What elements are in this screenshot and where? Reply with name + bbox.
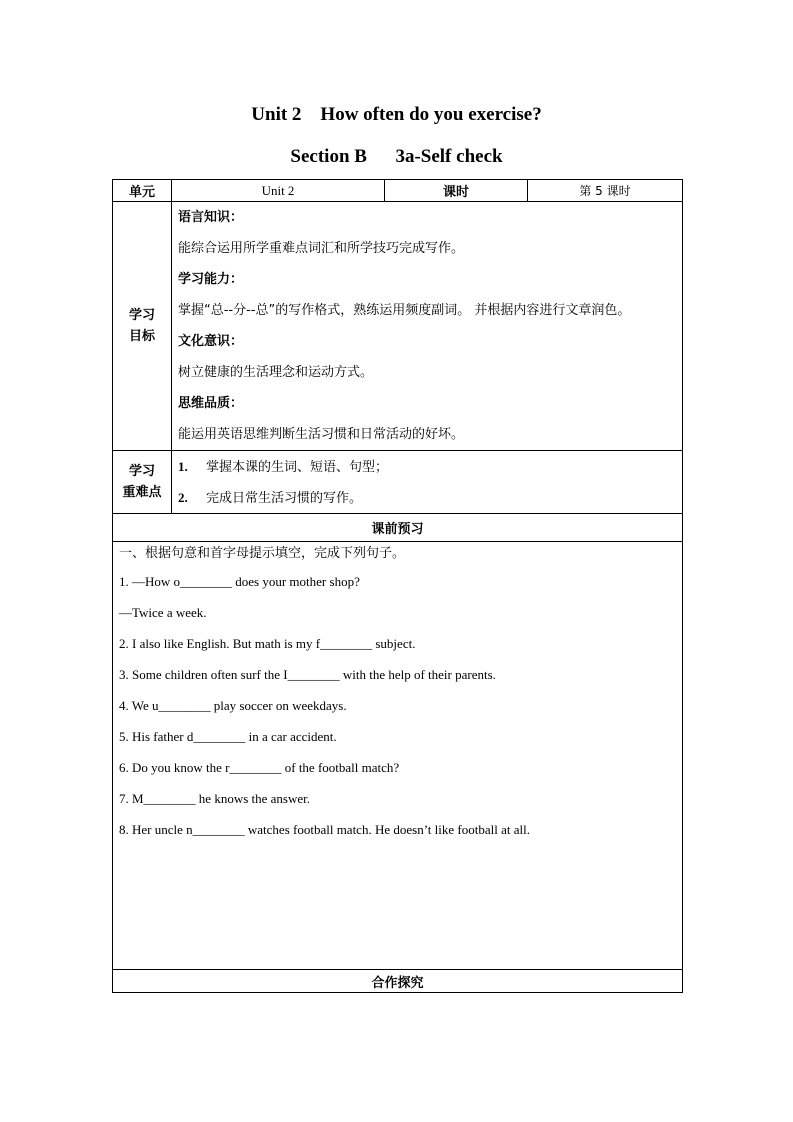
key-point-number: 2.	[178, 490, 188, 505]
preview-title-row	[113, 514, 683, 542]
exercise-line: 7. M________ he knows the answer.	[119, 791, 311, 806]
preview-exercise	[113, 542, 683, 970]
exercise-line: 8. Her uncle n________ watches football match. He doesn’t like football at all.	[119, 822, 530, 837]
goal-heading-culture: 文化意识：	[178, 334, 244, 349]
key-points-row	[113, 451, 683, 514]
exercise-line: 5. His father d________ in a car accident.	[119, 729, 337, 744]
exercise-line: 1. —How o________ does your mother shop?	[119, 574, 360, 589]
exercise-instruction: 一、根据句意和首字母提示填空，完成下列句子。	[119, 546, 406, 561]
goals-label	[113, 202, 172, 451]
preview-body-row	[113, 542, 683, 970]
unit-label: 单元	[113, 180, 172, 202]
goal-heading-thinking: 思维品质：	[178, 396, 244, 411]
key-point-number: 1.	[178, 459, 188, 474]
unit-value: Unit 2	[172, 180, 385, 202]
preview-section-title: 课前预习	[113, 514, 683, 542]
goal-heading-ability: 学习能力：	[178, 272, 244, 287]
exercise-line: 6. Do you know the r________ of the football match?	[119, 760, 400, 775]
key-points-label-line1: 学习	[128, 464, 155, 479]
page-title: Unit 2 How often do you exercise?	[251, 104, 542, 125]
page-subtitle: Section B 3a-Self check	[290, 146, 503, 167]
exercise-line: 3. Some children often surf the I________ with the help of their parents.	[119, 667, 496, 682]
goal-text-language: 能综合运用所学重难点词汇和所学技巧完成写作。	[178, 241, 465, 256]
goals-label-line1: 学习	[128, 308, 155, 323]
goals-label-line2: 目标	[128, 329, 155, 344]
key-point-text: 掌握本课的生词、短语、句型；	[206, 460, 389, 475]
key-point-item	[172, 451, 682, 482]
exercise-line: 4. We u________ play soccer on weekdays.	[119, 698, 347, 713]
lesson-plan-table	[112, 179, 683, 993]
cooperation-title-row	[113, 970, 683, 993]
goal-text-culture: 树立健康的生活理念和运动方式。	[178, 365, 374, 380]
key-points-label	[113, 451, 172, 514]
cooperation-section-title: 合作探究	[113, 970, 683, 993]
exercise-line: 2. I also like English. But math is my f________ subject.	[119, 636, 416, 651]
goal-text-thinking: 能运用英语思维判断生活习惯和日常活动的好坏。	[178, 427, 465, 442]
goals-row	[113, 202, 683, 451]
key-point-text: 完成日常生活习惯的写作。	[206, 491, 363, 506]
key-points-label-line2: 重难点	[122, 485, 162, 500]
exercise-line: —Twice a week.	[119, 605, 207, 620]
goals-content	[172, 202, 683, 451]
key-points-content	[172, 451, 683, 514]
goal-heading-language: 语言知识：	[178, 210, 244, 225]
key-point-item	[172, 482, 682, 513]
goal-text-ability: 掌握“总--分--总”的写作格式，熟练运用频度副词。 并根据内容进行文章润色。	[178, 303, 631, 318]
header-row	[113, 180, 683, 202]
period-value: 第 5 课时	[528, 180, 683, 202]
period-label: 课时	[385, 180, 528, 202]
